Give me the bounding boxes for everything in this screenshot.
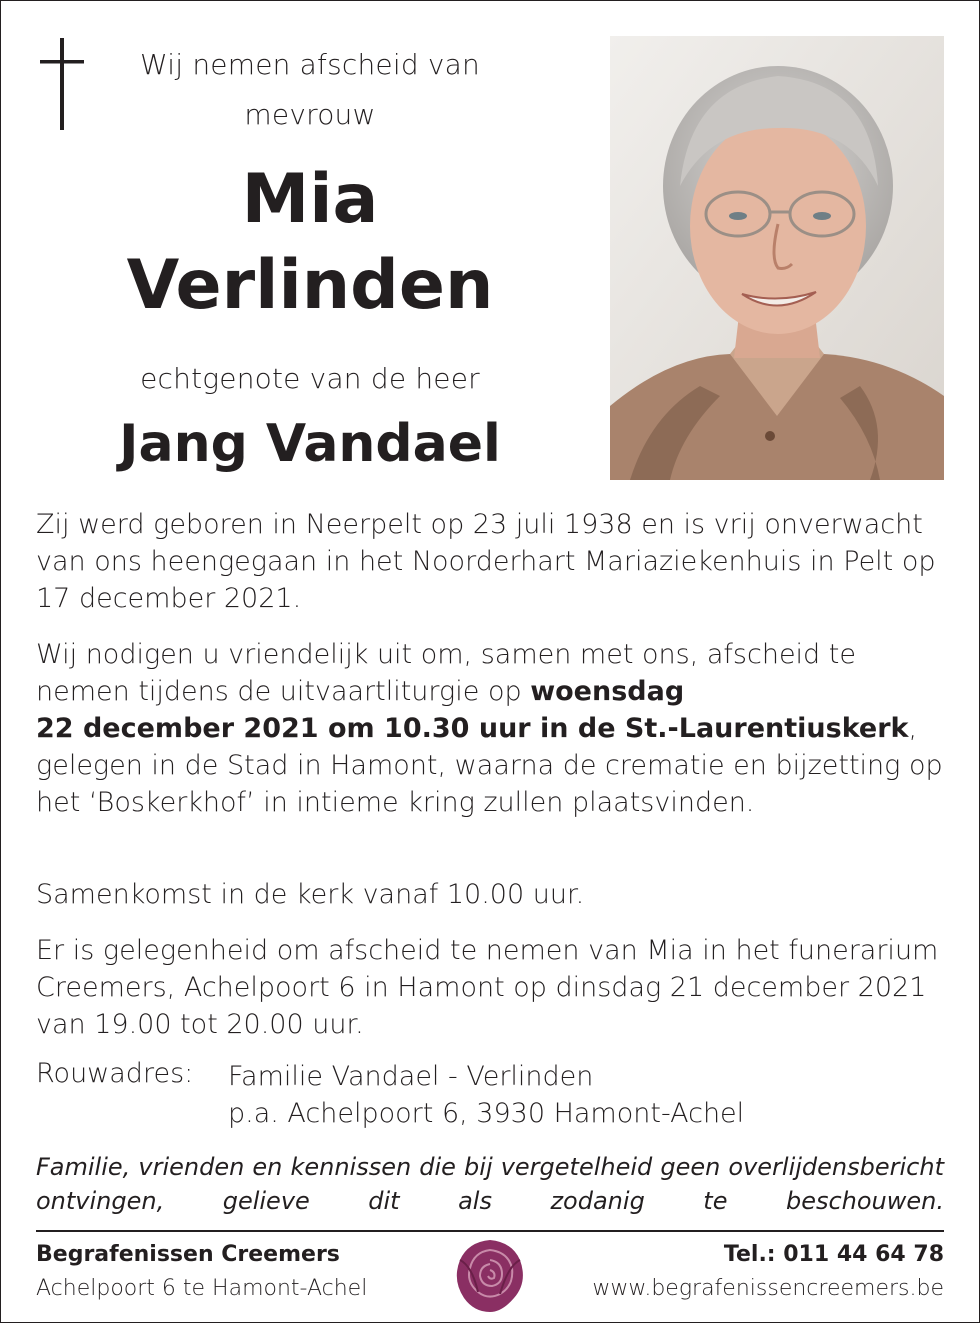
invite-pre: Wij nodigen u vriendelijk uit om, samen met ons, afscheid te nemen tijdens de uitvaartliturgie op <box>36 639 856 707</box>
viewing-text: Er is gelegenheid om afscheid te nemen van Mia in het funerarium Creemers, Achelpoort 6 in Hamont op dinsdag 21 december 2021 van 19.00 tot 20.00 uur. <box>36 935 939 1040</box>
invite-day: woensdag <box>530 676 685 707</box>
intro-line-1: Wij nemen afscheid van <box>140 48 480 81</box>
notice-note: Familie, vrienden en kennissen die bij vergetelheid geen overlijdensbericht ontvingen, gelieve dit als zodanig te beschouwen. <box>36 1153 944 1215</box>
company-website: www.begrafenissencreemers.be <box>592 1276 944 1301</box>
rose-logo-icon <box>452 1236 528 1316</box>
company-name: Begrafenissen Creemers <box>36 1242 340 1267</box>
portrait-photo <box>610 36 944 480</box>
intro-line-2: mevrouw <box>244 98 376 131</box>
gathering-paragraph <box>36 876 946 913</box>
spouse-intro: echtgenote van de heer <box>140 362 480 395</box>
birth-paragraph <box>36 506 946 617</box>
mourning-address-line-1: Familie Vandael - Verlinden <box>228 1061 594 1092</box>
invite-text <box>36 636 946 821</box>
spouse-name: Jang Vandael <box>119 414 501 474</box>
deceased-last-name: Verlinden <box>126 246 494 325</box>
invite-paragraph <box>36 636 946 821</box>
gathering-text: Samenkomst in de kerk vanaf 10.00 uur. <box>36 879 585 910</box>
mourning-address-label: Rouwadres: <box>36 1058 194 1089</box>
mourning-address <box>228 1058 744 1132</box>
deceased-first-name: Mia <box>241 160 379 239</box>
mourning-address-line-2: p.a. Achelpoort 6, 3930 Hamont-Achel <box>228 1098 745 1129</box>
company-address: Achelpoort 6 te Hamont-Achel <box>36 1276 368 1301</box>
company-phone: Tel.: 011 44 64 78 <box>723 1242 944 1267</box>
invite-post: , gelegen in de Stad in Hamont, waarna de crematie en bijzetting op het ‘Boskerkhof’ in intieme kring zullen plaatsvinden. <box>36 713 943 818</box>
footer-divider <box>36 1230 944 1232</box>
invite-date: 22 december 2021 om 10.30 uur in de St.-Laurentiuskerk <box>36 713 909 744</box>
viewing-paragraph <box>36 932 946 1043</box>
birth-text: Zij werd geboren in Neerpelt op 23 juli 1938 en is vrij onverwacht van ons heengegaan in het Noorderhart Mariaziekenhuis in Pelt op 17 december 2021. <box>36 509 936 614</box>
